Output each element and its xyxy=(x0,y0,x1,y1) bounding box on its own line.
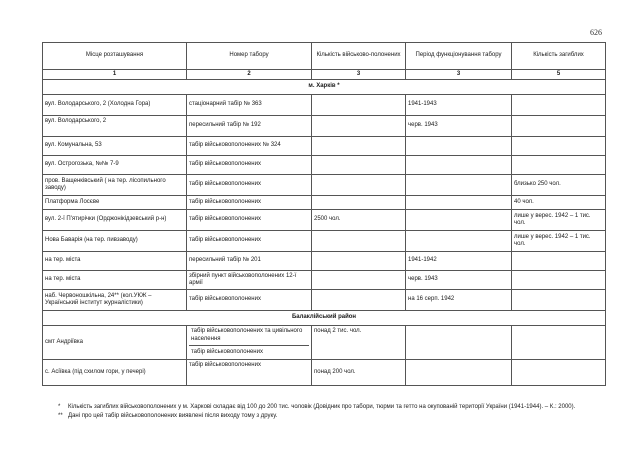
cell-pows: понад 200 чол. xyxy=(312,360,406,386)
section-balakliia xyxy=(43,311,606,326)
table-row xyxy=(43,196,606,210)
table-row xyxy=(43,360,606,386)
cell-location: Нова Баварія (на тер. пивзаводу) xyxy=(43,231,187,252)
cell-period xyxy=(406,137,512,156)
cell-pows: 2500 чол. xyxy=(312,210,406,231)
cell-period: черв. 1943 xyxy=(406,116,512,137)
footnote-mark: * xyxy=(58,404,61,410)
table-row xyxy=(43,290,606,311)
cell-deaths: 40 чол. xyxy=(512,196,606,210)
cell-deaths: лише у верес. 1942 – 1 тис. чол. xyxy=(512,210,606,231)
cell-period: на 16 серп. 1942 xyxy=(406,290,512,311)
cell-deaths: лише у верес. 1942 – 1 тис. чол. xyxy=(512,231,606,252)
header-period: Період функціонування табору xyxy=(406,43,512,70)
section-title: Балаклійський район xyxy=(43,311,606,326)
cell-pows xyxy=(312,252,406,271)
cell-deaths xyxy=(512,290,606,311)
footnote-text: Дані про цей табір військовополонених виявлені після виходу тому з друку. xyxy=(68,412,278,419)
cell-period xyxy=(406,156,512,175)
cell-pows: понад 2 тис. чол. xyxy=(312,326,406,360)
cell-location: вул. Володарського, 2 xyxy=(43,116,187,137)
table-row xyxy=(43,95,606,116)
column-number-row xyxy=(43,70,606,80)
table-row xyxy=(43,116,606,137)
header-row xyxy=(43,43,606,70)
cell-location: наб. Червоношкільна, 24** (кол.УКЖ – Український інститут журналістики) xyxy=(43,290,187,311)
cell-location: пров. Ващенківський ( на тер. лісопильного заводу) xyxy=(43,175,187,196)
column-number: 1 xyxy=(43,70,187,80)
cell-period xyxy=(406,196,512,210)
cell-deaths xyxy=(512,156,606,175)
cell-camp: табір військовополонених xyxy=(187,360,312,386)
table-row xyxy=(43,137,606,156)
cell-period xyxy=(406,210,512,231)
cell-camp: табір військовополонених xyxy=(187,196,312,210)
header-location: Місце розташування xyxy=(43,43,187,70)
footnote xyxy=(58,413,578,421)
cell-camp-bottom: табір військовополонених xyxy=(191,348,263,355)
column-number: 3 xyxy=(312,70,406,80)
cell-period xyxy=(406,326,512,360)
cell-camp: табір військовополонених xyxy=(187,290,312,311)
cell-camp: пересильний табір № 201 xyxy=(187,252,312,271)
cell-period: 1941-1943 xyxy=(406,95,512,116)
cell-camp: пересильний табір № 192 xyxy=(187,116,312,137)
cell-location: вул. Острогозька, №№ 7-9 xyxy=(43,156,187,175)
header-pow-count: Кількість військово-полонених xyxy=(312,43,406,70)
column-number: 5 xyxy=(512,70,606,80)
cell-location: с. Асіївка (під схилом гори, у печері) xyxy=(43,360,187,386)
footnote-mark: ** xyxy=(58,412,63,419)
cell-deaths xyxy=(512,360,606,386)
footnote-text: Кількість загиблих військовополонених у м. Харкові складає від 100 до 200 тис. чоловік (Довідник про табори, тюрми та гетто на окупованій території України (1941-1944). – К.: 2000). xyxy=(68,404,576,410)
cell-camp: стаціонарний табір № 363 xyxy=(187,95,312,116)
pow-camps-table xyxy=(42,42,606,386)
column-number: 2 xyxy=(187,70,312,80)
cell-location: на тер. міста xyxy=(43,252,187,271)
header-camp-number: Номер табору xyxy=(187,43,312,70)
cell-camp: збірний пункт військовополонених 12-ї армії xyxy=(187,271,312,290)
table-row xyxy=(43,210,606,231)
cell-location: вул. Комунальна, 53 xyxy=(43,137,187,156)
footnotes xyxy=(58,404,578,421)
cell-period xyxy=(406,360,512,386)
table-row xyxy=(43,231,606,252)
cell-pows xyxy=(312,271,406,290)
cell-camp: табір військовополонених № 324 xyxy=(187,137,312,156)
cell-location: смт Андріївка xyxy=(43,326,187,360)
cell-pows xyxy=(312,231,406,252)
cell-camp: табір військовополонених xyxy=(187,210,312,231)
column-number: 3 xyxy=(406,70,512,80)
cell-pows xyxy=(312,95,406,116)
header-deaths: Кількість загиблих xyxy=(512,43,606,70)
cell-pows xyxy=(312,196,406,210)
cell-deaths xyxy=(512,326,606,360)
table-row xyxy=(43,252,606,271)
cell-pows xyxy=(312,175,406,196)
section-title: м. Харків * xyxy=(43,80,606,95)
table-row xyxy=(43,156,606,175)
table-row xyxy=(43,175,606,196)
cell-pows xyxy=(312,156,406,175)
cell-deaths: близько 250 чол. xyxy=(512,175,606,196)
table-row xyxy=(43,271,606,290)
cell-pows xyxy=(312,137,406,156)
cell-location: вул. Володарського, 2 (Холодна Гора) xyxy=(43,95,187,116)
table-row xyxy=(43,326,606,360)
cell-deaths xyxy=(512,271,606,290)
cell-pows xyxy=(312,290,406,311)
section-kharkiv xyxy=(43,80,606,95)
cell-location: на тер. міста xyxy=(43,271,187,290)
cell-camp: табір військовополонених xyxy=(187,175,312,196)
cell-camp: табір військовополонених xyxy=(187,231,312,252)
footnote xyxy=(58,404,578,412)
cell-pows xyxy=(312,116,406,137)
cell-period: черв. 1943 xyxy=(406,271,512,290)
cell-deaths xyxy=(512,95,606,116)
cell-deaths xyxy=(512,137,606,156)
cell-deaths xyxy=(512,116,606,137)
cell-period xyxy=(406,231,512,252)
cell-location: Платформа Лосєве xyxy=(43,196,187,210)
page-number: 626 xyxy=(590,28,602,37)
cell-period xyxy=(406,175,512,196)
cell-camp-top: табір військовополонених та цивільного населення xyxy=(189,326,309,346)
cell-camp xyxy=(187,326,312,360)
cell-camp: табір військовополонених xyxy=(187,156,312,175)
cell-period: 1941-1942 xyxy=(406,252,512,271)
cell-location: вул. 2-ї П'ятирічки (Орджонікідзевський р-н) xyxy=(43,210,187,231)
cell-deaths xyxy=(512,252,606,271)
